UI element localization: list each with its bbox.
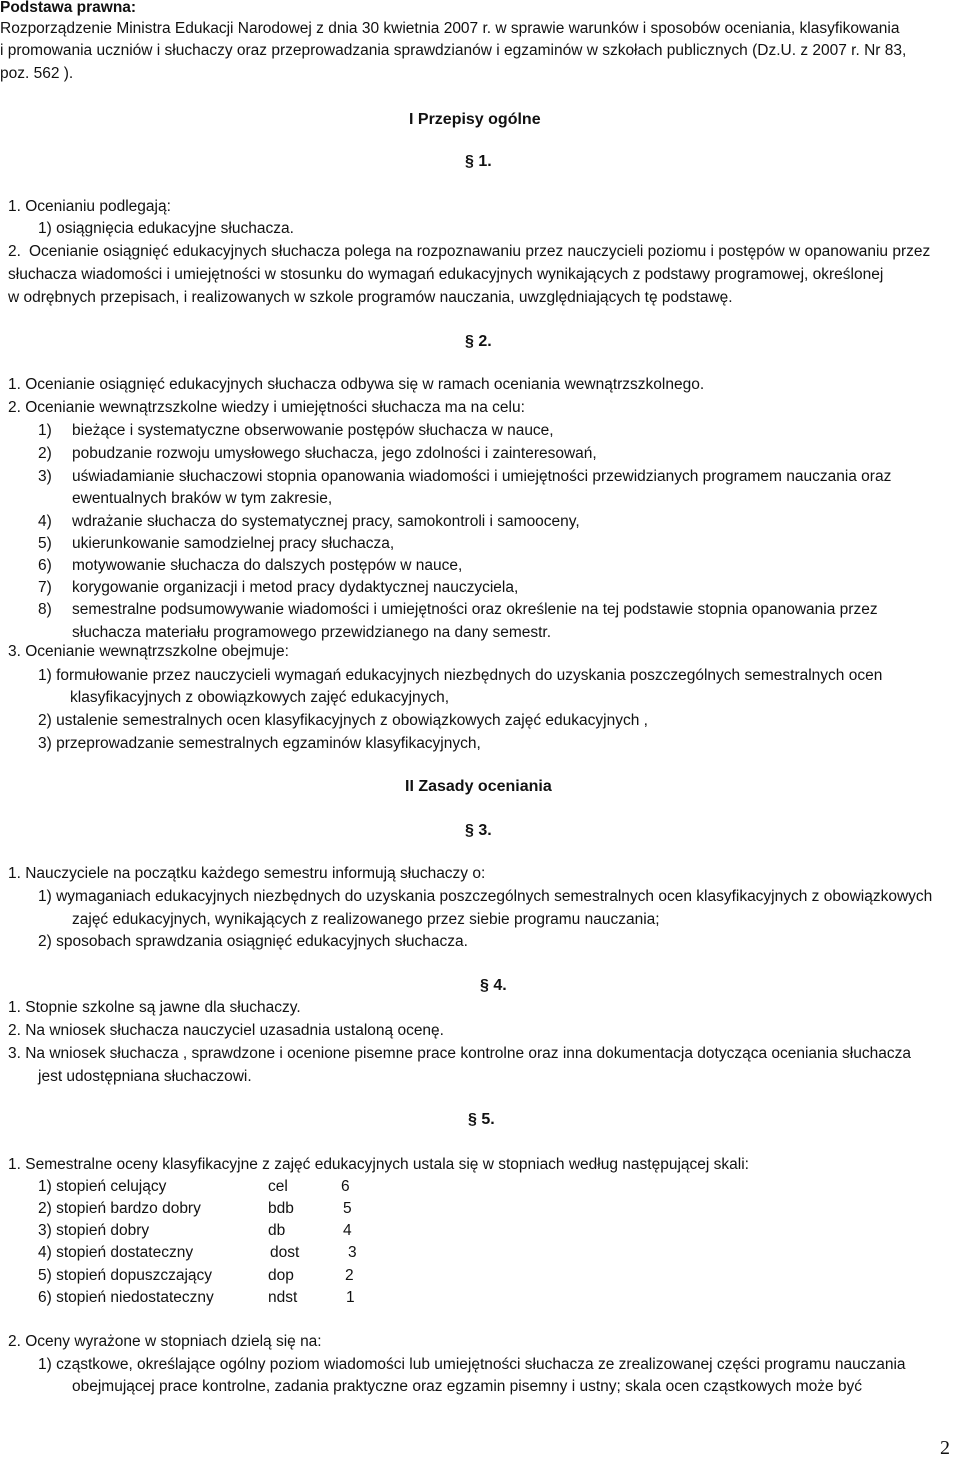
clause-item: 1) formułowanie przez nauczycieli wymagań edukacyjnych niezbędnych do uzyskania poszczególnych semestralnych ocen (38, 667, 883, 684)
legal-basis-heading: Podstawa prawna: (0, 0, 137, 16)
list-item-continuation: ewentualnych braków w tym zakresie, (72, 490, 333, 507)
clause: 1. Ocenianie osiągnięć edukacyjnych słuchacza odbywa się w ramach oceniania wewnątrzszkolnego. (8, 376, 705, 393)
grade-value: 4 (343, 1222, 352, 1239)
list-item: motywowanie słuchacza do dalszych postępów w nauce, (72, 557, 463, 574)
paragraph-number: § 4. (480, 977, 507, 994)
grade-abbr: dost (270, 1244, 300, 1261)
list-item: korygowanie organizacji i metod pracy dydaktycznej nauczyciela, (72, 579, 519, 596)
grade-abbr: db (268, 1222, 286, 1239)
grade-abbr: cel (268, 1178, 288, 1195)
clause: 2. Oceny wyrażone w stopniach dzielą się na: (8, 1333, 322, 1350)
grade-value: 3 (348, 1244, 357, 1261)
clause-item-continuation: klasyfikacyjnych z obowiązkowych zajęć edukacyjnych, (70, 689, 450, 706)
grade-value: 1 (346, 1289, 355, 1306)
clause-item: 2) sposobach sprawdzania osiągnięć edukacyjnych słuchacza. (38, 933, 468, 950)
clause: 1. Semestralne oceny klasyfikacyjne z zajęć edukacyjnych ustala się w stopniach według następującej skali: (8, 1156, 749, 1173)
paragraph-number: § 5. (468, 1111, 495, 1128)
list-item-number: 3) (38, 468, 52, 485)
clause-item-continuation: obejmującej prace kontrolne, zadania praktyczne oraz egzamin pisemny i ustny; skala ocen cząstkowych może być (72, 1378, 863, 1395)
clause: 3. Na wniosek słuchacza , sprawdzone i ocenione pisemne prace kontrolne oraz inna dokumentacja dotycząca oceniania słuchacza (8, 1045, 911, 1062)
grade-name: 6) stopień niedostateczny (38, 1289, 214, 1306)
list-item-number: 6) (38, 557, 52, 574)
list-item: wdrażanie słuchacza do systematycznej pracy, samokontroli i samooceny, (72, 513, 580, 530)
list-item-continuation: słuchacza materiału programowego przewidzianego na dany semestr. (72, 624, 552, 641)
grade-abbr: dop (268, 1267, 294, 1284)
clause-item: 3) przeprowadzanie semestralnych egzaminów klasyfikacyjnych, (38, 735, 481, 752)
chapter-title: II Zasady oceniania (405, 778, 552, 795)
clause: 2. Na wniosek słuchacza nauczyciel uzasadnia ustaloną ocenę. (8, 1022, 444, 1039)
grade-name: 5) stopień dopuszczający (38, 1267, 213, 1284)
clause: 2. Ocenianie wewnątrzszkolne wiedzy i umiejętności słuchacza ma na celu: (8, 399, 525, 416)
clause: słuchacza wiadomości i umiejętności w stosunku do wymagań edukacyjnych wynikających z podstawy programowej, określonej (8, 266, 884, 283)
list-item: bieżące i systematyczne obserwowanie postępów słuchacza w nauce, (72, 422, 554, 439)
legal-basis-line: poz. 562 ). (0, 65, 74, 82)
list-item: pobudzanie rozwoju umysłowego słuchacza, jego zdolności i zainteresowań, (72, 445, 597, 462)
grade-abbr: ndst (268, 1289, 298, 1306)
clause-item-continuation: zajęć edukacyjnych, wynikających z realizowanego przez siebie programu nauczania; (72, 911, 660, 928)
legal-basis-line: Rozporządzenie Ministra Edukacji Narodowej z dnia 30 kwietnia 2007 r. w sprawie warunków i sposobów oceniania, klasyfikowania (0, 20, 900, 37)
clause: w odrębnych przepisach, i realizowanych w szkole programów nauczania, uwzględniających tę podstawę. (8, 289, 733, 306)
grade-abbr: bdb (268, 1200, 294, 1217)
clause-item: 2) ustalenie semestralnych ocen klasyfikacyjnych z obowiązkowych zajęć edukacyjnych , (38, 712, 648, 729)
grade-value: 5 (343, 1200, 352, 1217)
list-item-number: 7) (38, 579, 52, 596)
clause-item: 1) cząstkowe, określające ogólny poziom wiadomości lub umiejętności słuchacza ze zrealizowanej części programu nauczania (38, 1356, 906, 1373)
list-item: uświadamianie słuchaczowi stopnia opanowania wiadomości i umiejętności przewidzianych programem nauczania oraz (72, 468, 892, 485)
list-item-number: 1) (38, 422, 52, 439)
list-item-number: 5) (38, 535, 52, 552)
paragraph-number: § 3. (465, 822, 492, 839)
legal-basis-line: i promowania uczniów i słuchaczy oraz przeprowadzania sprawdzianów i egzaminów w szkołach publicznych (Dz.U. z 2007 r. Nr 83, (0, 42, 907, 59)
clause: 1. Ocenianiu podlegają: (8, 198, 171, 215)
list-item-number: 2) (38, 445, 52, 462)
list-item-number: 8) (38, 601, 52, 618)
clause: 1. Nauczyciele na początku każdego semestru informują słuchaczy o: (8, 865, 486, 882)
paragraph-number: § 1. (465, 153, 492, 170)
clause-item: 1) osiągnięcia edukacyjne słuchacza. (38, 220, 294, 237)
chapter-title: I Przepisy ogólne (409, 111, 541, 128)
clause: 3. Ocenianie wewnątrzszkolne obejmuje: (8, 643, 289, 660)
list-item-number: 4) (38, 513, 52, 530)
clause: Ocenianie osiągnięć edukacyjnych słuchacza polega na rozpoznawaniu przez nauczycieli poziomu i postępów w opanowaniu przez (29, 243, 931, 260)
list-item: semestralne podsumowywanie wiadomości i umiejętności oraz określenie na tej podstawie stopnia opanowania przez (72, 601, 878, 618)
grade-value: 6 (341, 1178, 350, 1195)
paragraph-number: § 2. (465, 333, 492, 350)
grade-value: 2 (345, 1267, 354, 1284)
clause-item: 1) wymaganiach edukacyjnych niezbędnych do uzyskania poszczególnych semestralnych ocen klasyfikacyjnych z obowiązkowych (38, 888, 933, 905)
list-item: ukierunkowanie samodzielnej pracy słuchacza, (72, 535, 395, 552)
clause: 1. Stopnie szkolne są jawne dla słuchaczy. (8, 999, 301, 1016)
page-number: 2 (940, 1437, 950, 1459)
clause-continuation: jest udostępniana słuchaczowi. (38, 1068, 252, 1085)
grade-name: 2) stopień bardzo dobry (38, 1200, 201, 1217)
clause-number: 2. (8, 243, 21, 260)
grade-name: 4) stopień dostateczny (38, 1244, 194, 1261)
grade-name: 3) stopień dobry (38, 1222, 150, 1239)
grade-name: 1) stopień celujący (38, 1178, 167, 1195)
